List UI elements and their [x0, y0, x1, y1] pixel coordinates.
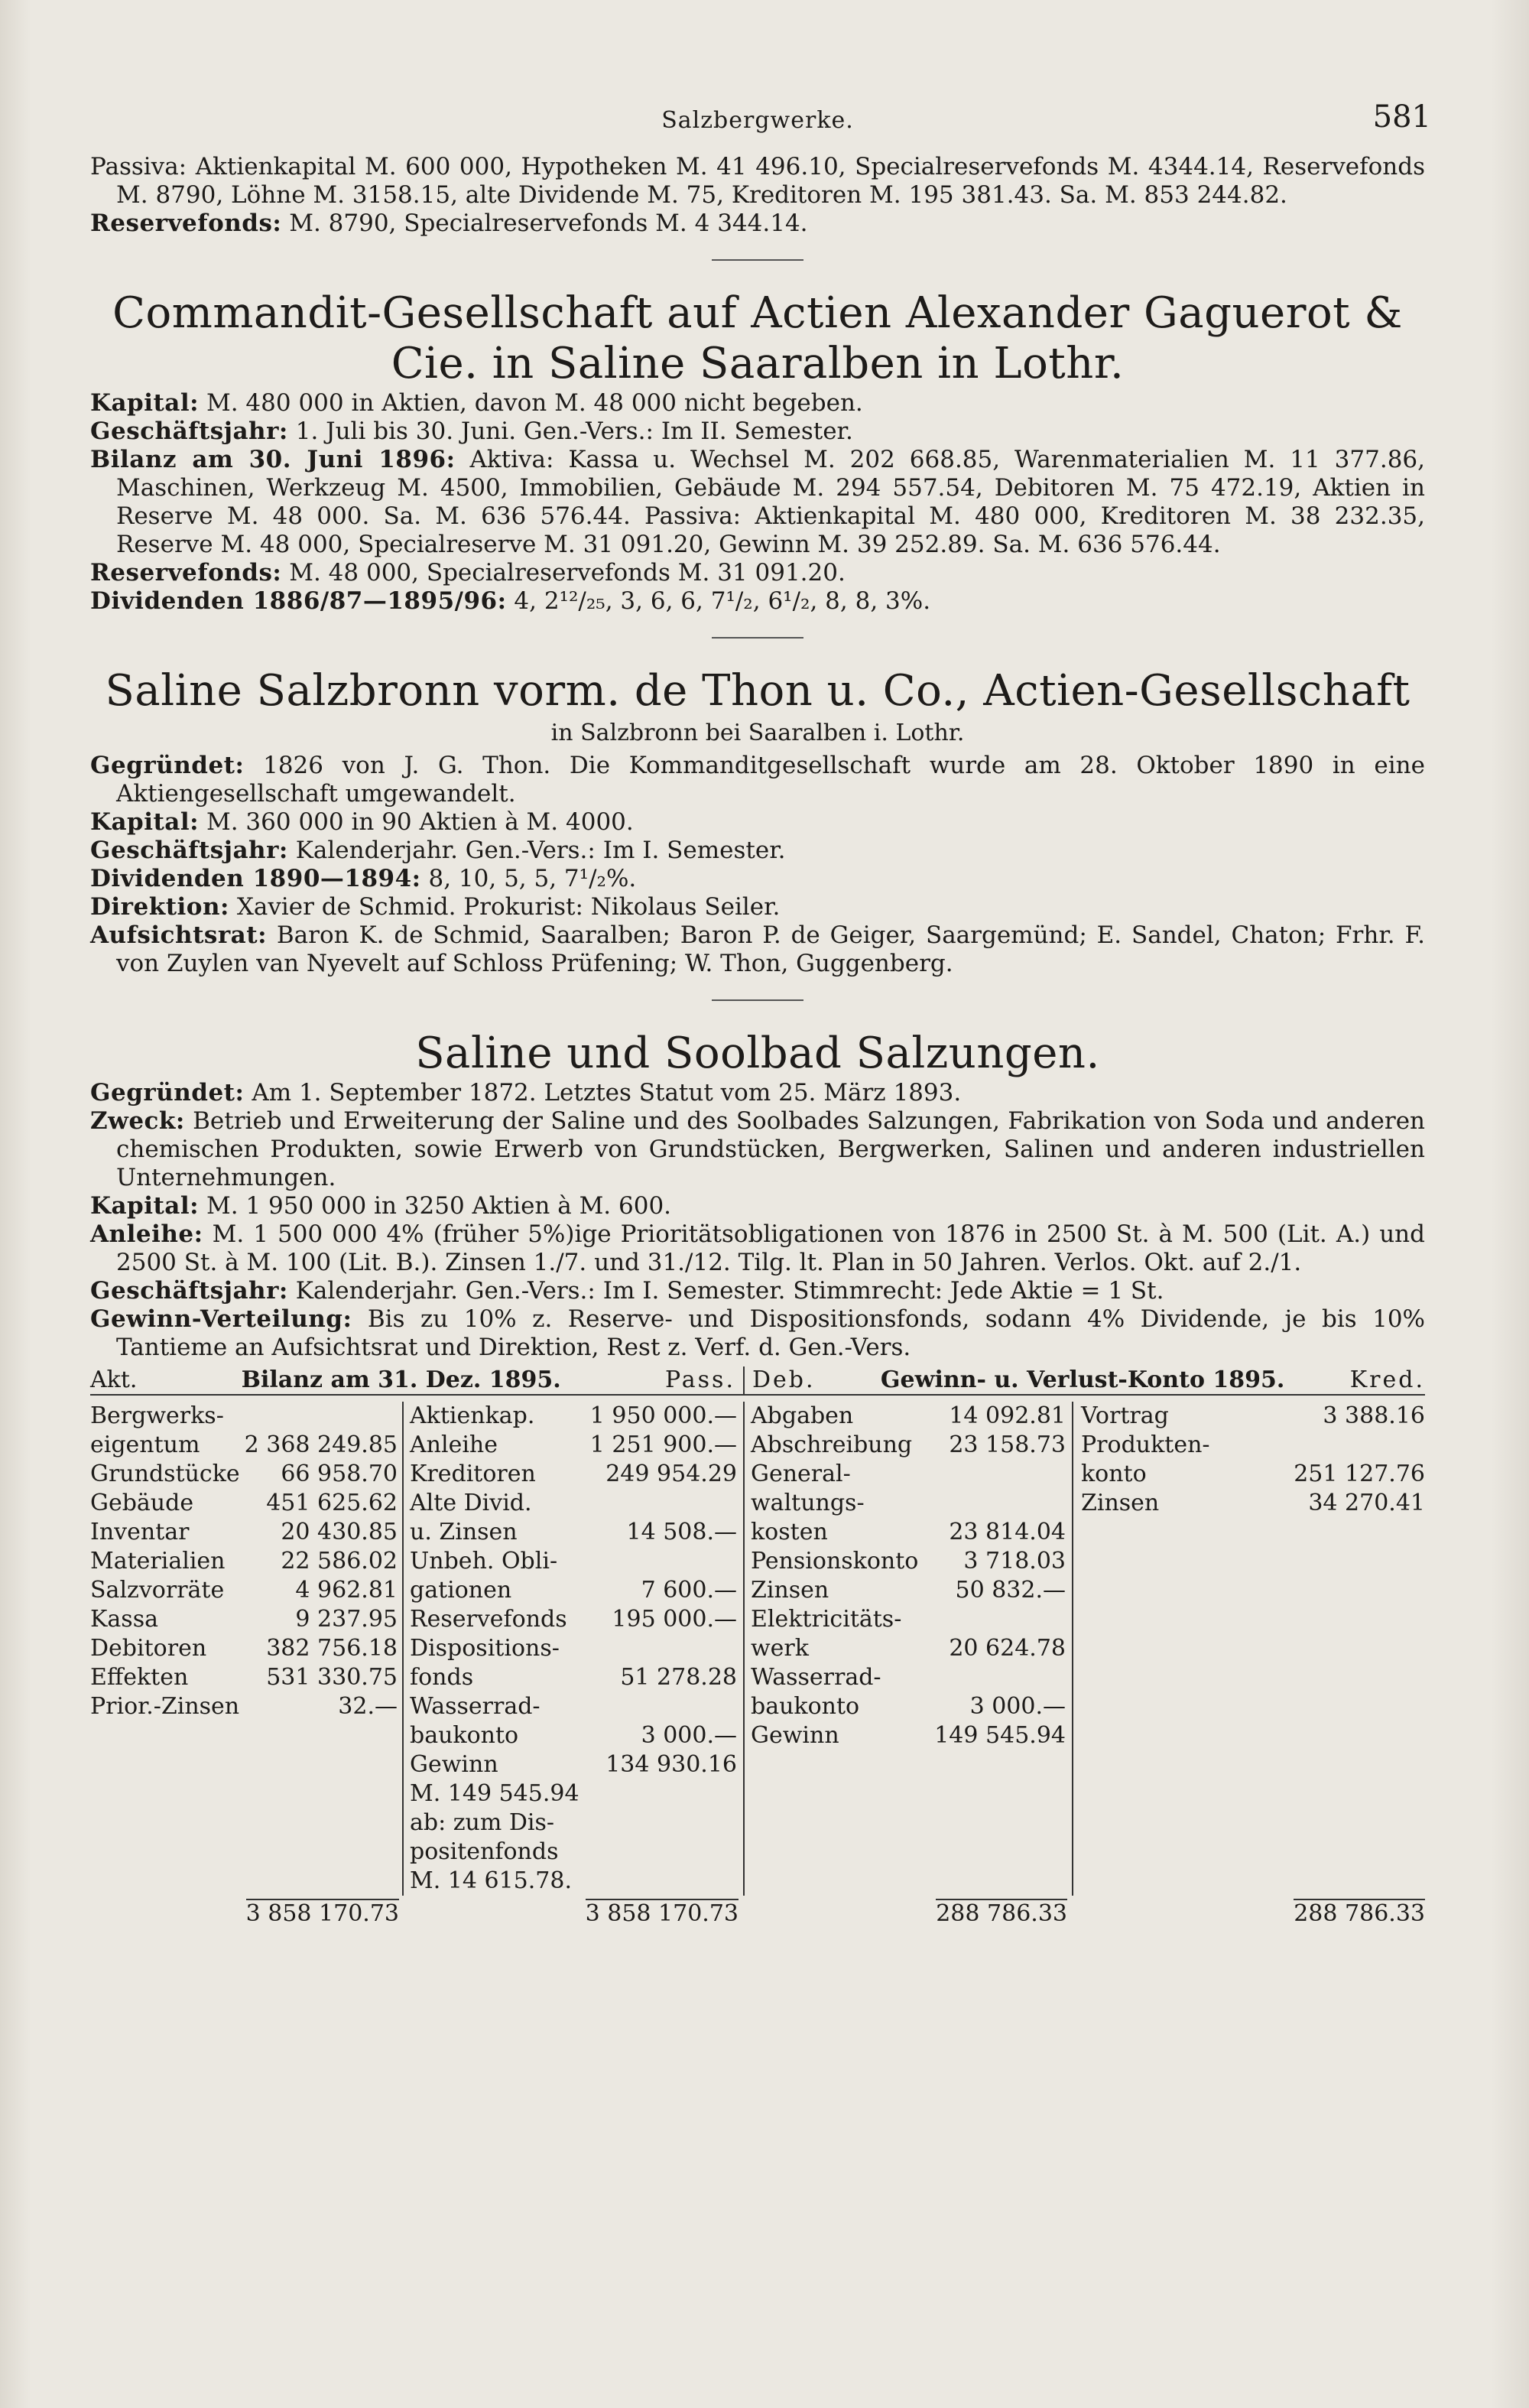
row-value: 249 954.29 — [605, 1461, 737, 1487]
kredit-column — [1073, 1402, 1425, 1896]
table-row — [410, 1750, 737, 1779]
pass-label: Pass. — [664, 1366, 735, 1393]
table-row — [90, 1634, 398, 1663]
text: M. 48 000, Specialreservefonds M. 31 091.20. — [289, 559, 846, 587]
table-row — [751, 1460, 1066, 1489]
label: Kapital: — [90, 389, 200, 417]
row-value: 3 000.— — [969, 1693, 1066, 1720]
akt-label: Akt. — [90, 1366, 138, 1393]
row-label: Effekten — [90, 1664, 189, 1691]
row-value: 382 756.18 — [266, 1635, 398, 1662]
row-label: Salzvorräte — [90, 1577, 225, 1604]
label: Geschäftsjahr: — [90, 837, 288, 864]
section3-line — [90, 1220, 1425, 1277]
table-row — [410, 1838, 737, 1867]
label: Zweck: — [90, 1107, 185, 1135]
section1-title: Commandit-Gesellschaft auf Actien Alexander Gaguerot & Cie. in Saline Saaralben in Lothr. — [112, 288, 1403, 388]
text: Bis zu 10% z. Reserve- und Dispositionsfonds, sodann 4% Dividende, je bis 10% Tantieme an Aufsichtsrat und Direktion, Rest z. Verf. d. Gen.-Vers. — [116, 1305, 1425, 1361]
table-row — [751, 1692, 1066, 1721]
section3-line — [90, 1192, 1425, 1220]
label: Dividenden 1886/87—1895/96: — [90, 587, 507, 615]
row-label: Kassa — [90, 1606, 158, 1633]
row-label: Wasserrad- — [751, 1664, 881, 1691]
total-debet — [745, 1900, 1073, 1927]
page-header — [90, 99, 1431, 153]
row-value: 531 330.75 — [266, 1664, 398, 1691]
row-value: 134 930.16 — [605, 1751, 737, 1778]
row-label: Wasserrad- — [410, 1693, 541, 1720]
table-row — [410, 1721, 737, 1750]
label: Reservefonds: — [90, 210, 282, 237]
row-value: 14 092.81 — [949, 1402, 1066, 1429]
row-label: M. 14 615.78. — [410, 1867, 573, 1894]
row-label: Gebäude — [90, 1490, 194, 1516]
row-label: Dispositions- — [410, 1635, 560, 1662]
text: 8, 10, 5, 5, 7¹/₂%. — [428, 865, 637, 892]
row-label: gationen — [410, 1577, 512, 1604]
table-row — [90, 1460, 398, 1489]
row-label: werk — [751, 1635, 809, 1662]
table-row — [410, 1402, 737, 1431]
table-header — [90, 1366, 1425, 1396]
table-row — [751, 1431, 1066, 1460]
row-value: 3 000.— — [641, 1722, 737, 1749]
section3-line — [90, 1305, 1425, 1362]
text: M. 1 950 000 in 3250 Aktien à M. 600. — [206, 1192, 672, 1220]
section1-line — [90, 389, 1425, 418]
section2-line — [90, 837, 1425, 865]
row-value: 3 388.16 — [1323, 1402, 1425, 1429]
row-label: konto — [1081, 1461, 1147, 1487]
row-label: Vortrag — [1081, 1402, 1169, 1429]
row-value: 32.— — [338, 1693, 398, 1720]
row-value: 1 950 000.— — [589, 1402, 737, 1429]
label: Bilanz am 30. Juni 1896: — [90, 446, 456, 473]
table-row — [410, 1547, 737, 1576]
row-label: Gewinn — [410, 1751, 498, 1778]
row-label: Zinsen — [751, 1577, 829, 1604]
row-label: baukonto — [410, 1722, 519, 1749]
section1-line — [90, 559, 1425, 587]
row-label: u. Zinsen — [410, 1519, 518, 1545]
text: Am 1. September 1872. Letztes Statut vom 25. März 1893. — [252, 1079, 962, 1107]
table-row — [410, 1518, 737, 1547]
row-label: Debitoren — [90, 1635, 207, 1662]
section2-line — [90, 921, 1425, 978]
text: 4, 2¹²/₂₅, 3, 6, 6, 7¹/₂, 6¹/₂, 8, 8, 3%. — [514, 587, 931, 615]
table-row — [90, 1489, 398, 1518]
row-value: 7 600.— — [641, 1577, 737, 1604]
divider — [712, 259, 803, 261]
aktiva-column — [90, 1402, 404, 1896]
text: Kalenderjahr. Gen.-Vers.: Im I. Semester. Stimmrecht: Jede Aktie = 1 St. — [295, 1277, 1164, 1305]
section2-line — [90, 893, 1425, 921]
row-label: Reservefonds — [410, 1606, 567, 1633]
row-label: Prior.-Zinsen — [90, 1693, 240, 1720]
totals-row — [90, 1900, 1425, 1927]
table-row — [751, 1402, 1066, 1431]
table-row — [90, 1663, 398, 1692]
row-value: 1 251 900.— — [589, 1431, 737, 1458]
text: Baron K. de Schmid, Saaralben; Baron P. de Geiger, Saargemünd; E. Sandel, Chaton; Frhr. F. von Zuylen van Nyevelt auf Schloss Prüfening; W. Thon, Guggenberg. — [116, 921, 1426, 977]
debet-column — [745, 1402, 1073, 1896]
row-value: 20 624.78 — [949, 1635, 1066, 1662]
table-row — [1081, 1489, 1425, 1518]
row-value: 22 586.02 — [281, 1548, 398, 1574]
total-value: 3 858 170.73 — [245, 1900, 399, 1927]
section3-title: Saline und Soolbad Salzungen. — [415, 1029, 1100, 1078]
label: Reservefonds: — [90, 559, 282, 587]
table-row — [751, 1489, 1066, 1518]
kred-label: Kred. — [1349, 1366, 1425, 1393]
row-label: eigentum — [90, 1431, 200, 1458]
label: Direktion: — [90, 893, 229, 921]
table-row — [1081, 1431, 1425, 1460]
row-label: General- — [751, 1461, 851, 1487]
row-label: Produkten- — [1081, 1431, 1210, 1458]
total-value: 3 858 170.73 — [585, 1900, 739, 1927]
table-row — [751, 1721, 1066, 1750]
label: Anleihe: — [90, 1220, 203, 1248]
row-value: 251 127.76 — [1294, 1461, 1425, 1487]
label: Gegründet: — [90, 1079, 245, 1107]
row-value: 9 237.95 — [295, 1606, 398, 1633]
row-label: Abschreibung — [751, 1431, 913, 1458]
section1-body — [90, 389, 1425, 616]
section1-line — [90, 446, 1425, 559]
row-label: Gewinn — [751, 1722, 839, 1749]
table-row — [90, 1402, 398, 1431]
text: M. 360 000 in 90 Aktien à M. 4000. — [206, 808, 634, 836]
label: Gewinn-Verteilung: — [90, 1305, 352, 1333]
table-row — [90, 1547, 398, 1576]
table-row — [1081, 1402, 1425, 1431]
accounts-table — [90, 1402, 1425, 1896]
text: Aktiva: Kassa u. Wechsel M. 202 668.85, Warenmaterialien M. 11 377.86, Maschinen, Werkzeug M. 4500, Immobilien, Gebäude M. 294 557.54, Debitoren M. 75 472.19, Aktien in Reserve M. 48 000. Sa. M. 636 576.44. Passiva: Aktienkapital M. 480 000, Kreditoren M. 38 232.35, Reserve M. 48 000, Specialreserve M. 31 091.20, Gewinn M. 39 252.89. Sa. M. 636 576.44. — [116, 446, 1426, 558]
label: Geschäftsjahr: — [90, 1277, 288, 1305]
row-value: 66 958.70 — [281, 1461, 398, 1487]
row-value: 3 718.03 — [963, 1548, 1066, 1574]
table-row — [410, 1460, 737, 1489]
section2-body — [90, 752, 1425, 978]
section1-line — [90, 418, 1425, 446]
pl-title: Gewinn- u. Verlust-Konto 1895. — [880, 1366, 1285, 1393]
page-number: 581 — [1372, 99, 1431, 135]
table-row — [90, 1431, 398, 1460]
row-label: positenfonds — [410, 1838, 559, 1865]
total-passiva — [404, 1900, 745, 1927]
text: Betrieb und Erweiterung der Saline und des Soolbades Salzungen, Fabrikation von Soda und anderen chemischen Produkten, sowie Erwerb von Grundstücken, Bergwerken, Salinen und anderen industriellen Unternehmungen. — [116, 1107, 1426, 1191]
divider — [712, 999, 803, 1001]
row-label: Materialien — [90, 1548, 226, 1574]
table-row — [410, 1634, 737, 1663]
section3-line — [90, 1277, 1425, 1305]
pl-header — [745, 1366, 1425, 1394]
table-row — [751, 1518, 1066, 1547]
section3-body — [90, 1079, 1425, 1362]
label: Dividenden 1890—1894: — [90, 865, 421, 892]
table-row — [751, 1663, 1066, 1692]
text: M. 480 000 in Aktien, davon M. 48 000 nicht begeben. — [206, 389, 863, 417]
row-label: Kreditoren — [410, 1461, 536, 1487]
table-row — [90, 1576, 398, 1605]
text: M. 1 500 000 4% (früher 5%)ige Prioritätsobligationen von 1876 in 2500 St. à M. 500 (Lit. A.) und 2500 St. à M. 100 (Lit. B.). Zinsen 1./7. und 31./12. Tilg. lt. Plan in 50 Jahren. Verlos. Okt. auf 2./1. — [116, 1220, 1425, 1276]
row-value: 149 545.94 — [934, 1722, 1066, 1749]
balance-title: Bilanz am 31. Dez. 1895. — [241, 1366, 561, 1393]
row-value: 2 368 249.85 — [244, 1431, 398, 1458]
table-row — [410, 1605, 737, 1634]
total-kredit — [1073, 1900, 1425, 1927]
row-label: Unbeh. Obli- — [410, 1548, 558, 1574]
label: Gegründet: — [90, 752, 245, 779]
total-value: 288 786.33 — [936, 1900, 1067, 1927]
table-row — [751, 1576, 1066, 1605]
row-label: ab: zum Dis- — [410, 1809, 555, 1836]
table-row — [751, 1634, 1066, 1663]
section2-line — [90, 865, 1425, 893]
row-label: Inventar — [90, 1519, 190, 1545]
running-title: Salzbergwerke. — [661, 107, 854, 134]
intro-passiva: Passiva: Aktienkapital M. 600 000, Hypotheken M. 41 496.10, Specialreservefonds M. 4344.14, Reservefonds M. 8790, Löhne M. 3158.15, alte Dividende M. 75, Kreditoren M. 195 381.43. Sa. M. 853 244.82. — [90, 153, 1425, 209]
table-row — [751, 1605, 1066, 1634]
row-label: Elektricitäts- — [751, 1606, 902, 1633]
table-row — [410, 1663, 737, 1692]
table-row — [410, 1867, 737, 1896]
balance-header — [90, 1366, 745, 1394]
total-value: 288 786.33 — [1294, 1900, 1425, 1927]
row-value: 451 625.62 — [266, 1490, 398, 1516]
row-label: Alte Divid. — [410, 1490, 532, 1516]
total-aktiva — [90, 1900, 404, 1927]
table-row — [90, 1518, 398, 1547]
row-label: Pensionskonto — [751, 1548, 919, 1574]
section2-line — [90, 752, 1425, 808]
text: 1826 von J. G. Thon. Die Kommanditgesellschaft wurde am 28. Oktober 1890 in eine Aktiengesellschaft umgewandelt. — [116, 752, 1425, 808]
table-row — [751, 1547, 1066, 1576]
row-value: 34 270.41 — [1308, 1490, 1425, 1516]
deb-label: Deb. — [752, 1366, 816, 1393]
row-label: baukonto — [751, 1693, 860, 1720]
row-label: Zinsen — [1081, 1490, 1160, 1516]
text: M. 8790, Specialreservefonds M. 4 344.14. — [289, 210, 808, 237]
section3-line — [90, 1079, 1425, 1107]
row-value: 23 814.04 — [949, 1519, 1066, 1545]
table-row — [90, 1692, 398, 1721]
passiva-column — [404, 1402, 745, 1896]
label: Geschäftsjahr: — [90, 418, 288, 445]
row-label: Anleihe — [410, 1431, 498, 1458]
table-row — [410, 1808, 737, 1838]
table-row — [410, 1779, 737, 1808]
row-label: Grundstücke — [90, 1461, 240, 1487]
row-value: 20 430.85 — [281, 1519, 398, 1545]
row-label: waltungs- — [751, 1490, 865, 1516]
section2-line — [90, 808, 1425, 837]
intro-reservefonds — [90, 210, 1425, 238]
row-value: 50 832.— — [955, 1577, 1066, 1604]
text: Xavier de Schmid. Prokurist: Nikolaus Seiler. — [236, 893, 781, 921]
row-value: 23 158.73 — [949, 1431, 1066, 1458]
label: Kapital: — [90, 1192, 200, 1220]
section2-title: Saline Salzbronn vorm. de Thon u. Co., Actien-Gesellschaft — [105, 666, 1411, 716]
table-row — [410, 1692, 737, 1721]
row-label: fonds — [410, 1664, 474, 1691]
section2-subtitle: in Salzbronn bei Saaralben i. Lothr. — [550, 720, 965, 746]
section3-line — [90, 1107, 1425, 1192]
row-value: 51 278.28 — [620, 1664, 737, 1691]
row-label: Abgaben — [751, 1402, 854, 1429]
table-row — [410, 1489, 737, 1518]
table-row — [410, 1431, 737, 1460]
row-value: 14 508.— — [626, 1519, 737, 1545]
table-row — [90, 1605, 398, 1634]
text: 1. Juli bis 30. Juni. Gen.-Vers.: Im II. Semester. — [295, 418, 853, 445]
section1-line — [90, 587, 1425, 616]
table-row — [410, 1576, 737, 1605]
row-label: kosten — [751, 1519, 828, 1545]
row-label: Aktienkap. — [410, 1402, 535, 1429]
row-label: M. 149 545.94 — [410, 1780, 579, 1807]
row-label: Bergwerks- — [90, 1402, 224, 1429]
text: Kalenderjahr. Gen.-Vers.: Im I. Semester. — [295, 837, 786, 864]
label: Aufsichtsrat: — [90, 921, 268, 949]
row-value: 4 962.81 — [295, 1577, 398, 1604]
label: Kapital: — [90, 808, 200, 836]
table-row — [1081, 1460, 1425, 1489]
divider — [712, 637, 803, 639]
row-value: 195 000.— — [612, 1606, 737, 1633]
